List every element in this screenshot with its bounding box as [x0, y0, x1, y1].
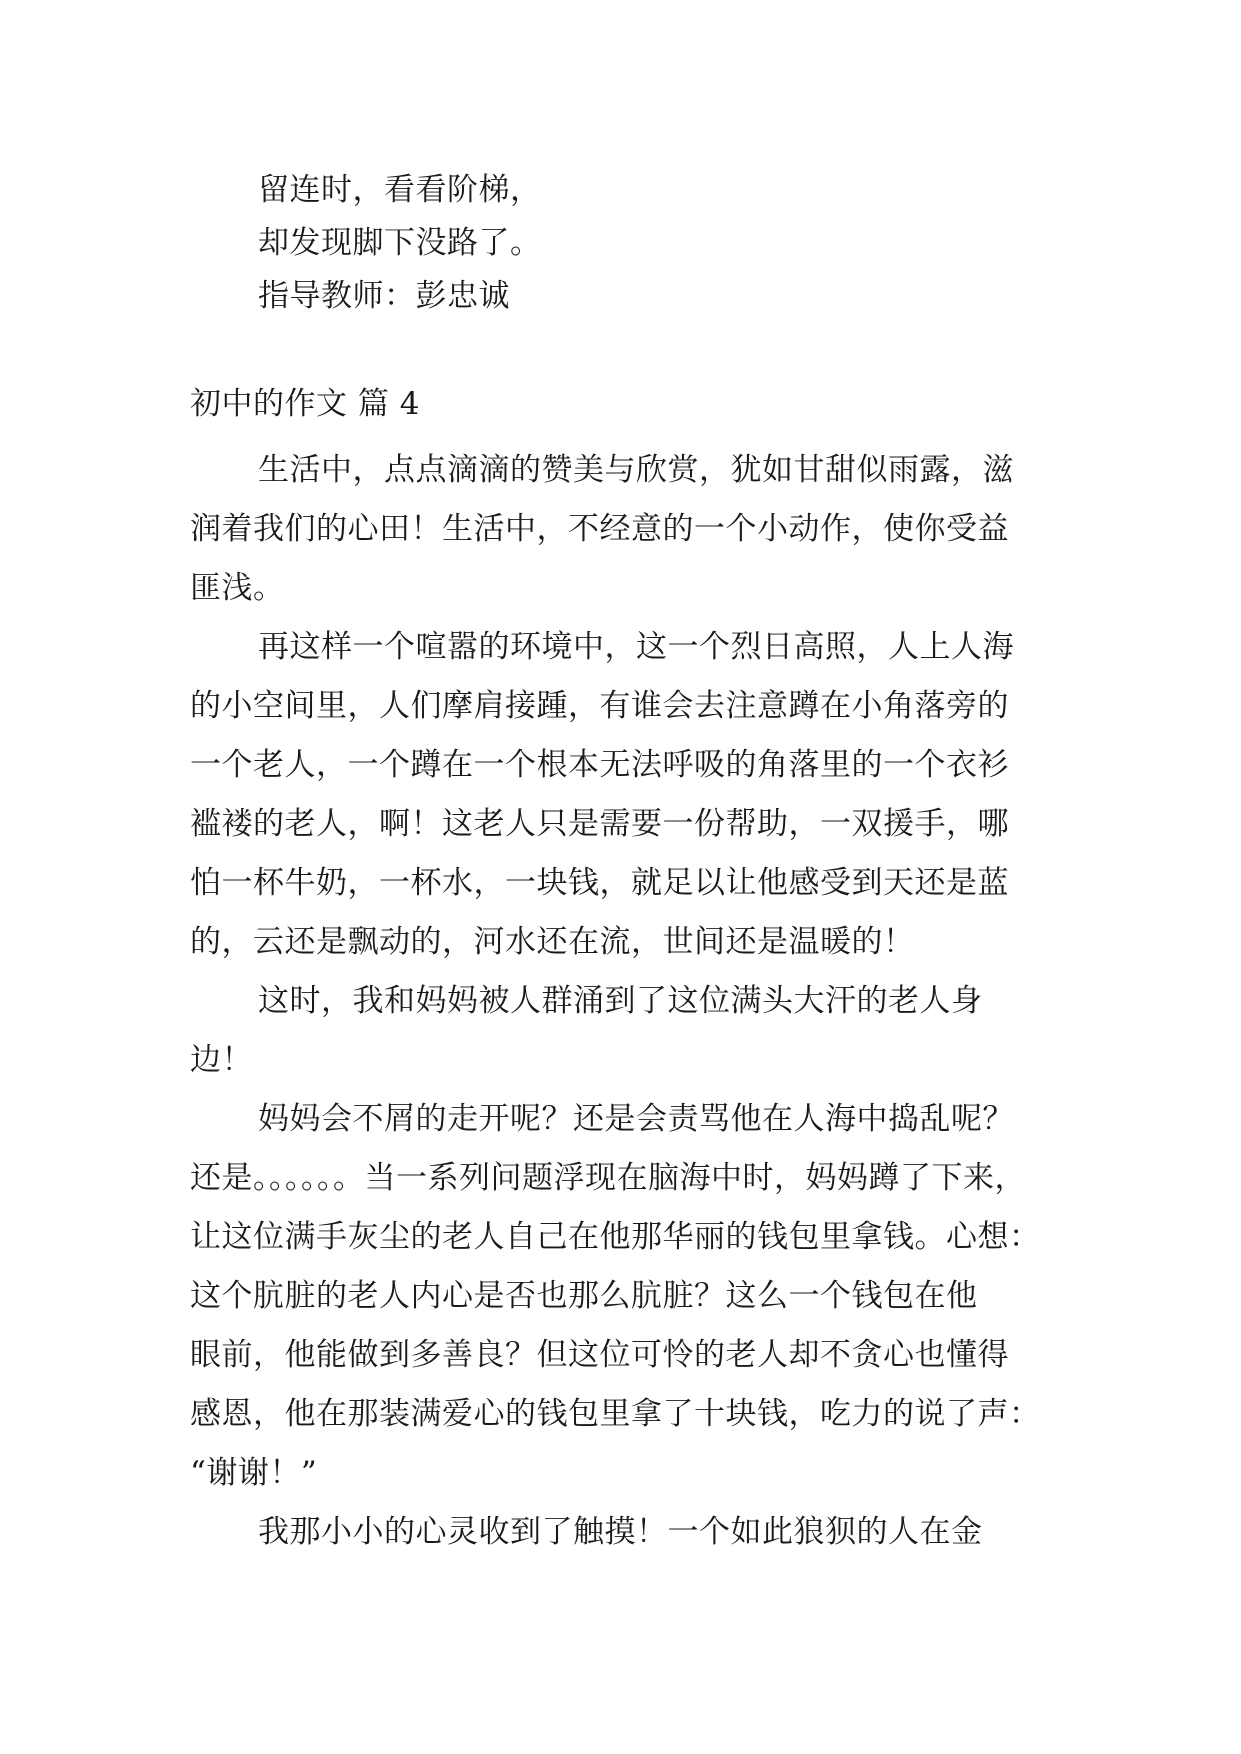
section-heading: 初中的作文 篇 4	[190, 386, 420, 422]
paragraph-line: 我那小小的心灵收到了触摸！一个如此狼狈的人在金	[258, 1514, 983, 1550]
paragraph-line: 的，云还是飘动的，河水还在流，世间还是温暖的！	[190, 924, 915, 960]
paragraph-line: 妈妈会不屑的走开呢？还是会责骂他在人海中捣乱呢？	[258, 1101, 1014, 1137]
advisor-line: 指导教师：彭忠诚	[258, 278, 510, 314]
paragraph-line: 匪浅。	[190, 570, 285, 606]
paragraph-line: 润着我们的心田！生活中，不经意的一个小动作，使你受益	[190, 511, 1009, 547]
paragraph-line: 的小空间里，人们摩肩接踵，有谁会去注意蹲在小角落旁的	[190, 688, 1009, 724]
paragraph-line: 眼前，他能做到多善良？但这位可怜的老人却不贪心也懂得	[190, 1337, 1009, 1373]
paragraph-line: 褴褛的老人，啊！这老人只是需要一份帮助，一双援手，哪	[190, 806, 1009, 842]
paragraph-line: 生活中，点点滴滴的赞美与欣赏，犹如甘甜似雨露，滋	[258, 452, 1014, 488]
poem-line: 留连时，看看阶梯，	[258, 172, 542, 208]
paragraph-line: 怕一杯牛奶，一杯水，一块钱，就足以让他感受到天还是蓝	[190, 865, 1009, 901]
paragraph-line: 让这位满手灰尘的老人自己在他那华丽的钱包里拿钱。心想：	[190, 1219, 1041, 1255]
paragraph-line: 这个肮脏的老人内心是否也那么肮脏？这么一个钱包在他	[190, 1278, 978, 1314]
paragraph-line: 还是。。。。。。当一系列问题浮现在脑海中时，妈妈蹲了下来，	[190, 1160, 1026, 1196]
paragraph-line: 边！	[190, 1042, 253, 1078]
paragraph-line: 再这样一个喧嚣的环境中，这一个烈日高照，人上人海	[258, 629, 1014, 665]
paragraph-line: 这时，我和妈妈被人群涌到了这位满头大汗的老人身	[258, 983, 983, 1019]
paragraph-line: 一个老人，一个蹲在一个根本无法呼吸的角落里的一个衣衫	[190, 747, 1009, 783]
paragraph-line: “谢谢！”	[190, 1455, 318, 1491]
poem-line: 却发现脚下没路了。	[258, 225, 542, 261]
paragraph-line: 感恩，他在那装满爱心的钱包里拿了十块钱，吃力的说了声：	[190, 1396, 1041, 1432]
